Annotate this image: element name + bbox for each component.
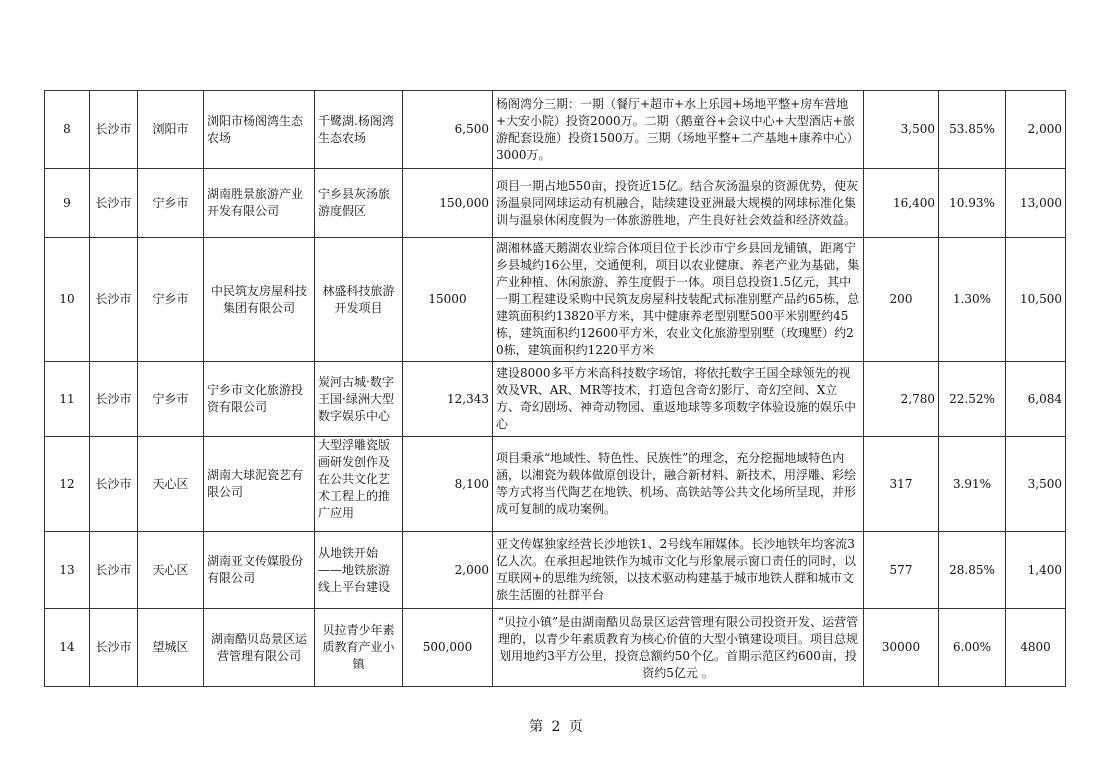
description-cell: [493, 238, 864, 362]
investment-cell: 8,100: [403, 437, 493, 532]
company-cell: 湖南酷贝岛景区运营管理有限公司: [204, 609, 315, 687]
district-cell: 天心区: [138, 532, 204, 609]
planned-investment-cell: 3,500: [1006, 437, 1066, 532]
completed-investment-cell: 30000: [864, 609, 939, 687]
row-number: 10: [45, 238, 90, 362]
planned-investment-cell: 4800: [1006, 609, 1066, 687]
completed-investment-cell: 577: [864, 532, 939, 609]
completed-investment-cell: 200: [864, 238, 939, 362]
row-number: 11: [45, 362, 90, 437]
completed-investment-cell: 2,780: [864, 362, 939, 437]
city-cell: 长沙市: [90, 532, 138, 609]
city-cell: 长沙市: [90, 609, 138, 687]
project-cell: 林盛科技旅游开发项目: [315, 238, 403, 362]
investment-cell: 6,500: [403, 91, 493, 169]
project-cell: 千鹭湖.杨阁湾生态农场: [315, 91, 403, 169]
row-number: 14: [45, 609, 90, 687]
table-row: [45, 362, 1066, 437]
project-cell: 炭河古城·数字王国·绿洲大型数字娱乐中心: [315, 362, 403, 437]
company-cell: 湖南胜景旅游产业开发有限公司: [204, 169, 315, 238]
completion-rate-cell: 28.85%: [939, 532, 1006, 609]
description-cell: 项目一期占地550亩，投资近15亿。结合灰汤温泉的资源优势，使灰汤温泉同网球运动有机融合，陆续建设亚洲最大规模的网球标准化集训与温泉休闲度假为一体旅游胜地，产生良好社会效益和经济效益。: [493, 169, 864, 238]
district-cell: 望城区: [138, 609, 204, 687]
district-cell: 宁乡市: [138, 362, 204, 437]
city-cell: 长沙市: [90, 91, 138, 169]
completion-rate-cell: 3.91%: [939, 437, 1006, 532]
company-cell: 中民筑友房屋科技集团有限公司: [204, 238, 315, 362]
table-row: [45, 91, 1066, 169]
project-cell: 宁乡县灰汤旅游度假区: [315, 169, 403, 238]
project-cell: 贝拉青少年素质教育产业小镇: [315, 609, 403, 687]
planned-investment-cell: 2,000: [1006, 91, 1066, 169]
project-table: [44, 90, 1066, 687]
completed-investment-cell: 3,500: [864, 91, 939, 169]
planned-investment-cell: 6,084: [1006, 362, 1066, 437]
table-row: [45, 609, 1066, 687]
district-cell: 宁乡市: [138, 169, 204, 238]
row-number: 9: [45, 169, 90, 238]
city-cell: 长沙市: [90, 437, 138, 532]
completed-investment-cell: 317: [864, 437, 939, 532]
investment-cell: 500,000: [403, 609, 493, 687]
table-row: [45, 532, 1066, 609]
description-cell: 项目秉承“地域性、特色性、民族性”的理念，充分挖掘地域特色内涵，以湘瓷为载体做原创设计，融合新材料、新技术，用浮雕、彩绘等方式将当代陶艺在地铁、机场、高铁站等公共文化场所呈现，并形成可复制的成功案例。: [493, 437, 864, 532]
completion-rate-cell: 53.85%: [939, 91, 1006, 169]
planned-investment-cell: 10,500: [1006, 238, 1066, 362]
planned-investment-cell: 13,000: [1006, 169, 1066, 238]
district-cell: 宁乡市: [138, 238, 204, 362]
completion-rate-cell: 6.00%: [939, 609, 1006, 687]
company-cell: 湖南亚文传媒股份有限公司: [204, 532, 315, 609]
company-cell: 浏阳市杨阁湾生态农场: [204, 91, 315, 169]
investment-cell: 150,000: [403, 169, 493, 238]
description-cell: 杨阁湾分三期：一期（餐厅+超市+水上乐园+场地平整+房车营地+大安小院）投资2000万。二期（鹅童谷+会议中心+大型酒店+旅游配套设施）投资1500万。三期（场地平整+二产基地+康养中心）3000万。: [493, 91, 864, 169]
description-cell: “贝拉小镇”是由湖南酷贝岛景区运营管理有限公司投资开发、运营管理的，以青少年素质教育为核心价值的大型小镇建设项目。项目总规划用地约3平方公里，投资总额约50个亿。首期示范区约600亩，投资约5亿元 。: [493, 609, 864, 687]
city-cell: 长沙市: [90, 362, 138, 437]
description-text: 湖湘林盛天鹅湖农业综合体项目位于长沙市宁乡县回龙铺镇，距离宁乡县城约16公里，交通便利，项目以农业健康、养老产业为基础，集产业种植、休闲旅游、养生度假于一体。项目总投资1.5亿元，其中一期工程建设采购中民筑友房屋科技装配式标准别墅产品约65栋，总建筑面积约13820平方米，其中健康养老型别墅500平米别墅约45栋，建筑面积约12600平方米，农业文化旅游型别墅（玫瑰墅）约20栋，建筑面积约1220平方米: [496, 241, 860, 357]
district-cell: 浏阳市: [138, 91, 204, 169]
investment-cell: 2,000: [403, 532, 493, 609]
row-number: 13: [45, 532, 90, 609]
city-cell: 长沙市: [90, 238, 138, 362]
row-number: 12: [45, 437, 90, 532]
investment-cell: 15000: [403, 238, 493, 362]
company-cell: 宁乡市文化旅游投资有限公司: [204, 362, 315, 437]
planned-investment-cell: 1,400: [1006, 532, 1066, 609]
project-cell: [315, 437, 403, 532]
investment-cell: 12,343: [403, 362, 493, 437]
district-cell: 天心区: [138, 437, 204, 532]
project-text: 大型浮雕瓷版画研发创作及在公共文化艺术工程上的推广应用: [318, 438, 391, 520]
table-row: [45, 437, 1066, 532]
city-cell: 长沙市: [90, 169, 138, 238]
company-cell: 湖南大球泥瓷艺有限公司: [204, 437, 315, 532]
description-cell: 建设8000多平方米高科技数字场馆，将依托数字王国全球领先的视效及VR、AR、MR等技术，打造包含奇幻影厅、奇幻空间、X立方、奇幻剧场、神奇动物园、重返地球等多项数字体验设施的娱乐中心: [493, 362, 864, 437]
table-row: [45, 238, 1066, 362]
table-body: [45, 91, 1066, 687]
completion-rate-cell: 10.93%: [939, 169, 1006, 238]
completion-rate-cell: 22.52%: [939, 362, 1006, 437]
project-cell: 从地铁开始——地铁旅游线上平台建设: [315, 532, 403, 609]
page-number: 第 2 页: [529, 719, 585, 735]
completed-investment-cell: 16,400: [864, 169, 939, 238]
description-cell: 亚文传媒独家经营长沙地铁1、2号线车厢媒体。长沙地铁年均客流3亿人次。在承担起地铁作为城市文化与形象展示窗口责任的同时，以互联网+的思维为统领，以技术驱动构建基于城市地铁人群和城市文旅生活圈的社群平台: [493, 532, 864, 609]
table-row: [45, 169, 1066, 238]
completion-rate-cell: 1.30%: [939, 238, 1006, 362]
row-number: 8: [45, 91, 90, 169]
